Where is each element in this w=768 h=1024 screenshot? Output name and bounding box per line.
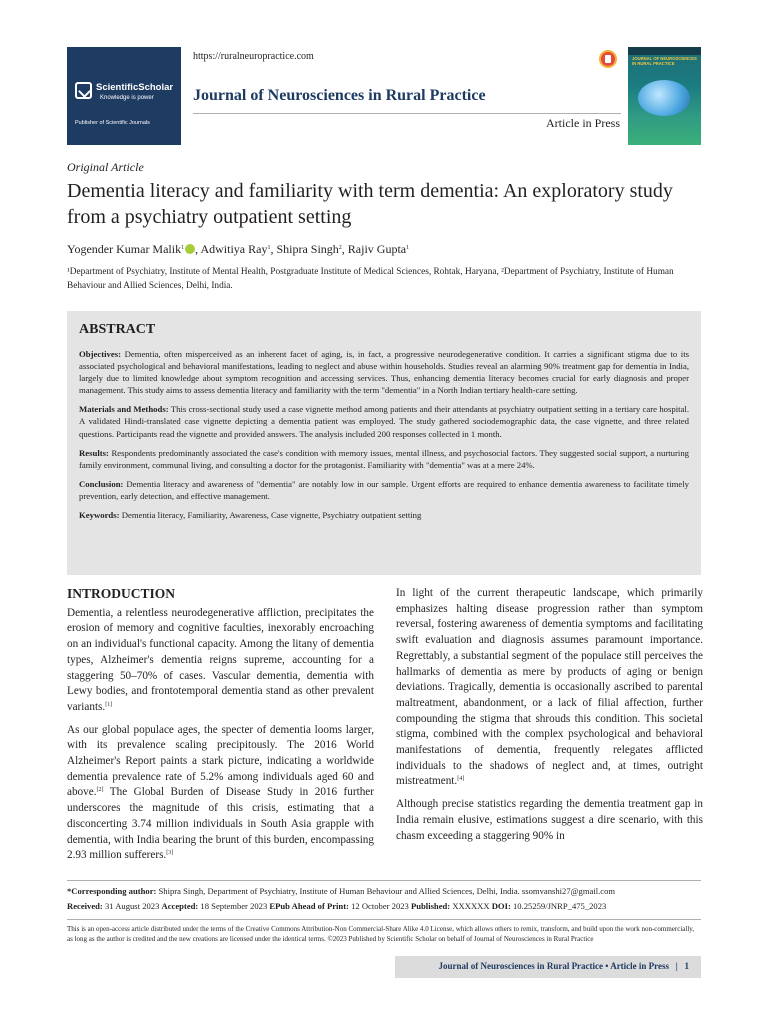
checkmark-icon <box>75 82 92 99</box>
author-name: Rajiv Gupta <box>347 242 407 256</box>
paragraph: Although precise statistics regarding the dementia treatment gap in India remain elusive, estimations suggest a dire scenario, with this chasm exceeding a staggering 90% in <box>396 798 703 842</box>
brain-illustration <box>638 80 690 116</box>
publisher-tagline: Knowledge is power <box>100 95 154 101</box>
abstract-heading: ABSTRACT <box>79 322 156 337</box>
article-status: Article in Press <box>546 116 620 130</box>
body-column-right <box>396 586 703 851</box>
paragraph: Dementia, a relentless neurodegenerative affliction, precipitates the erosion of memory and cognitive faculties, inexorably encroaching on an individual's functional capacity. Among the litany of dementia types, Alzheimer's dementia reigns supreme, accounting for a staggering 50–70% of cases. Vascular dementia, dementia with Lewy bodies, and frontotemporal dementia stand as other prevalent variants.[1] <box>67 606 374 713</box>
footer-divider <box>67 919 701 920</box>
publisher-brand: ScientificScholar <box>96 82 174 93</box>
affiliations: ¹Department of Psychiatry, Institute of Mental Health, Postgraduate Institute of Medical Sciences, Rohtak, Haryana, ²Department of Psychiatry, Institute of Human Behaviour and Allied Sciences, Delhi, India. <box>67 267 674 291</box>
author-name: Adwitiya Ray <box>200 242 268 256</box>
paragraph: In light of the current therapeutic landscape, which primarily emphasizes halting disease progression rather than symptom reversal, fostering awareness of dementia symptoms and facilitating swift evaluation and diagnosis assumes paramount importance. Regrettably, a substantial segment of the populace still perceives the hallmarks of dementia as mere by products of aging or benign deviations. Tragically, dementia is occasionally ascribed to parental maltreatment, abandonment, or a lack of filial affection, further compounding the stigma that shrouds this condition. This societal stigma, combined with the complex psychological and behavioral manifestations of dementia, frequently relegates afflicted individuals to the shadows of neglect and, at times, outright mistreatment.[4] <box>396 587 703 788</box>
author-name: Shipra Singh <box>276 242 339 256</box>
abstract-conclusion: Conclusion: Dementia literacy and awareness of "dementia" are notably low in our sample. Urgent efforts are required to enhance dementia awareness to facilitate timely prevention, early detection, and effective management. <box>79 478 690 501</box>
publisher-sub: Publisher of Scientific Journals <box>75 120 150 126</box>
journal-url[interactable]: https://ruralneuropractice.com <box>193 51 314 62</box>
author-list: Yogender Kumar Malik$^1$ , Adwitiya Ray$^1$, Shipra Singh$^2$, Rajiv Gupta$^1$ <box>67 242 410 256</box>
abstract-results: Results: Respondents predominantly associated the case's condition with memory issues, mental illness, and psychosocial factors. They suggested social support, a nurturing family environment, communal living, and consulting a doctor for the protagonist. Familiarity with "dementia" was at a mere 24%. <box>79 447 690 470</box>
abstract-objectives: Objectives: Dementia, often misperceived as an inherent facet of aging, is, in fact, a progressive neurodegenerative condition. It carries a significant stigma due to its associated psychological and behavioral manifestations, leading to neglect and abuse within households. Studies reveal an alarming 90% treatment gap for dementia in India, largely due to limited knowledge about symptom recognition and accessing services. Thus, enhancing dementia literacy becomes crucial for early diagnosis and proper management. This study aims to assess dementia literacy and familiarity with the term "dementia" in a North Indian tertiary health-care setting. <box>79 349 689 396</box>
abstract-keywords: Keywords: Dementia literacy, Familiarity, Awareness, Case vignette, Psychiatry outpatient setting <box>79 510 422 521</box>
paragraph: As our global populace ages, the specter of dementia looms larger, with its prevalence scaling precipitously. The 2016 World Alzheimer's Report paints a stark picture, indicating a worldwide dementia prevalence rate of 5.2% among individuals aged 60 and above.[2] The Global Burden of Disease Study in 2016 further underscores the magnitude of this crisis, estimating that a disconcerting 3.74 million individuals in South Asia grapple with dementia, with India bearing the brunt of this burden, encompassing 2.93 million sufferers.[3] <box>67 723 374 862</box>
footer-bar: Journal of Neurosciences in Rural Practice • Article in Press | 1 <box>395 956 701 978</box>
bookmark-badge-icon[interactable] <box>599 50 617 68</box>
article-type: Original Article <box>67 160 144 174</box>
footer-divider <box>67 880 701 881</box>
abstract-methods: Materials and Methods: This cross-sectional study used a case vignette method among patients and their attendants at psychiatry outpatient setting in a tertiary care hospital. A validated Hindi-translated case vignette depicting a dementia patient was employed. The study gathered sociodemographic data, the case vignette, and three related questions. Participants read the vignette and provided answers. The analysis included 200 responses collected in 1 month. <box>79 404 690 439</box>
header-divider <box>193 113 621 114</box>
abstract-box <box>67 311 701 575</box>
journal-title: Journal of Neurosciences in Rural Practice <box>193 87 486 104</box>
author-name: Yogender Kumar Malik <box>67 242 182 256</box>
publisher-logo <box>67 47 181 145</box>
license-text: This is an open-access article distributed under the terms of the Creative Commons Attribution-Non Commercial-Share Alike 4.0 License, which allows others to remix, transform, and build upon the work non-commercially, as long as the author is credited and the new creations are licensed under the identical terms. ©2023 Published by Scientific Scholar on behalf of Journal of Neurosciences in Rural Practice <box>67 925 695 944</box>
body-column-left <box>67 586 374 871</box>
section-heading: INTRODUCTION <box>67 586 176 601</box>
article-title: Dementia literacy and familiarity with term dementia: An exploratory study from a psychiatry outpatient setting <box>67 180 673 228</box>
cover-title: JOURNAL OF NEUROSCIENCES IN RURAL PRACTICE <box>632 56 697 66</box>
orcid-icon[interactable] <box>185 244 195 254</box>
correspondence-block: *Corresponding author: Shipra Singh, Department of Psychiatry, Institute of Human Behaviour and Allied Sciences, Delhi, India. ssomvanshi27@gmail.com Received: 31 August 2023 Accepted: 18 September 2023 EPub Ahead of Print: 12 October 2023 Published: XXXXXX DOI: 10.25259/JNRP_475_2023 <box>67 886 616 911</box>
journal-cover <box>628 47 701 145</box>
